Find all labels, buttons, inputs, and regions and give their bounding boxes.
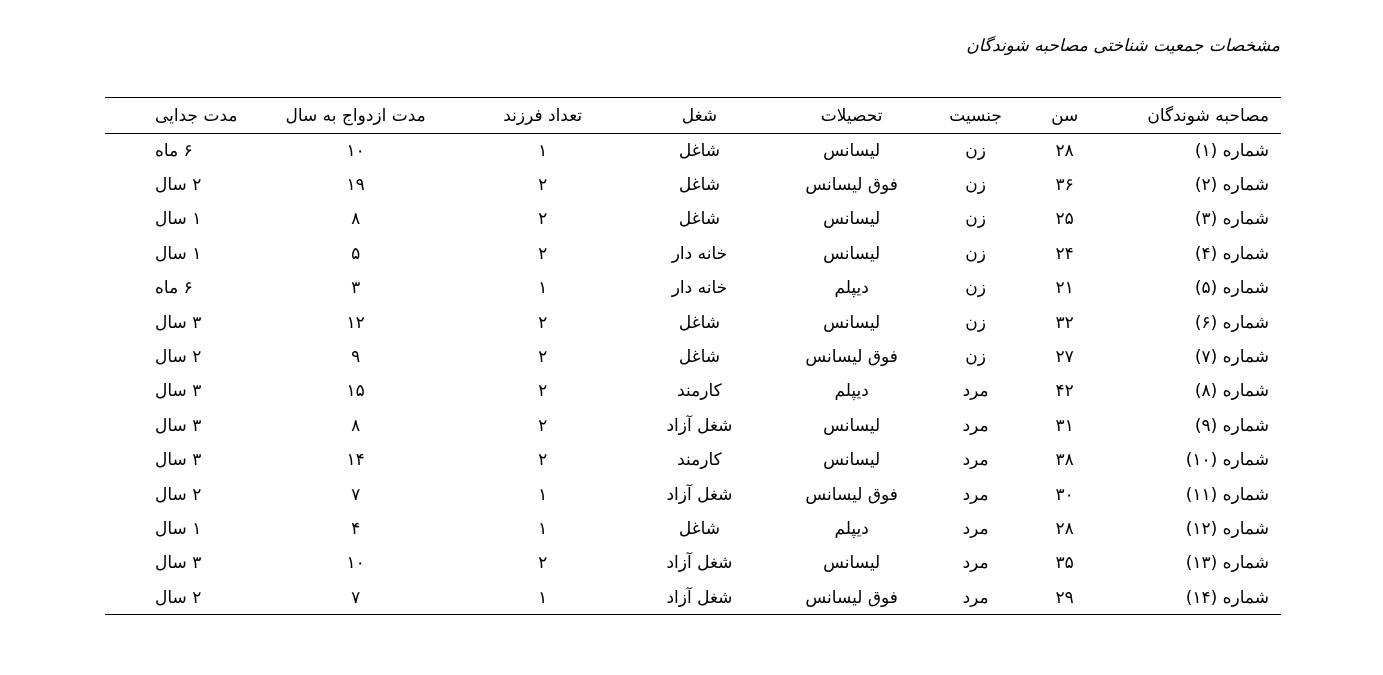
cell-separation-duration: ۳ سال	[155, 312, 202, 333]
cell-gender: زن	[965, 140, 986, 161]
cell-separation-duration: ۲ سال	[155, 484, 202, 505]
cell-education: فوق لیسانس	[805, 587, 898, 608]
header-occupation: شغل	[681, 105, 718, 126]
cell-interviewee: شماره (۸)	[1194, 381, 1269, 402]
cell-education: لیسانس	[823, 312, 881, 333]
cell-children-count: ۲	[538, 415, 548, 436]
cell-interviewee: شماره (۱۱)	[1185, 484, 1269, 505]
cell-occupation: شاغل	[678, 312, 721, 333]
cell-education: فوق لیسانس	[805, 175, 898, 196]
cell-children-count: ۱	[538, 518, 548, 539]
cell-gender: مرد	[962, 518, 989, 539]
cell-occupation: شاغل	[678, 140, 721, 161]
cell-age: ۲۹	[1055, 587, 1074, 608]
cell-marriage-duration: ۹	[351, 347, 361, 368]
table-row	[105, 546, 1281, 580]
cell-occupation: شغل آزاد	[666, 484, 733, 505]
cell-gender: زن	[965, 347, 986, 368]
cell-age: ۲۴	[1055, 243, 1074, 264]
table-row	[105, 305, 1281, 339]
cell-marriage-duration: ۸	[351, 415, 361, 436]
cell-marriage-duration: ۷	[351, 587, 361, 608]
cell-age: ۴۲	[1055, 381, 1074, 402]
cell-occupation: شاغل	[678, 175, 721, 196]
table-row	[105, 477, 1281, 511]
cell-children-count: ۲	[538, 450, 548, 471]
cell-separation-duration: ۱ سال	[155, 209, 202, 230]
table-row	[105, 409, 1281, 443]
table-row	[105, 581, 1281, 615]
header-row	[105, 98, 1281, 134]
cell-education: دیپلم	[834, 518, 869, 539]
table-row	[105, 134, 1281, 168]
cell-interviewee: شماره (۱۲)	[1185, 518, 1269, 539]
cell-separation-duration: ۶ ماه	[155, 140, 193, 161]
table-row	[105, 202, 1281, 236]
cell-interviewee: شماره (۴)	[1194, 243, 1269, 264]
cell-education: دیپلم	[834, 381, 869, 402]
cell-children-count: ۲	[538, 312, 548, 333]
cell-age: ۳۵	[1055, 553, 1074, 574]
table-row	[105, 443, 1281, 477]
cell-gender: زن	[965, 278, 986, 299]
cell-children-count: ۲	[538, 175, 548, 196]
cell-education: فوق لیسانس	[805, 347, 898, 368]
cell-children-count: ۲	[538, 209, 548, 230]
cell-marriage-duration: ۷	[351, 484, 361, 505]
cell-occupation: کارمند	[677, 381, 722, 402]
cell-marriage-duration: ۸	[351, 209, 361, 230]
cell-separation-duration: ۶ ماه	[155, 278, 193, 299]
table-row	[105, 374, 1281, 408]
cell-occupation: شغل آزاد	[666, 415, 733, 436]
cell-marriage-duration: ۴	[351, 518, 361, 539]
cell-children-count: ۲	[538, 553, 548, 574]
cell-marriage-duration: ۱۴	[346, 450, 365, 471]
cell-interviewee: شماره (۱)	[1194, 140, 1269, 161]
cell-children-count: ۲	[538, 347, 548, 368]
cell-gender: زن	[965, 243, 986, 264]
cell-occupation: شاغل	[678, 347, 721, 368]
cell-marriage-duration: ۱۰	[346, 140, 365, 161]
cell-marriage-duration: ۱۹	[346, 175, 365, 196]
header-children-count: تعداد فرزند	[503, 105, 583, 126]
cell-children-count: ۱	[538, 587, 548, 608]
cell-education: لیسانس	[823, 140, 881, 161]
header-interviewee: مصاحبه شوندگان	[1147, 105, 1269, 126]
cell-marriage-duration: ۵	[351, 243, 361, 264]
header-age: سن	[1051, 105, 1079, 126]
cell-children-count: ۱	[538, 140, 548, 161]
header-marriage-duration: مدت ازدواج به سال	[285, 105, 426, 126]
cell-interviewee: شماره (۷)	[1194, 347, 1269, 368]
cell-marriage-duration: ۱۵	[346, 381, 365, 402]
cell-children-count: ۱	[538, 484, 548, 505]
cell-gender: زن	[965, 175, 986, 196]
cell-education: لیسانس	[823, 243, 881, 264]
header-separation-duration: مدت جدایی	[155, 105, 238, 126]
table-row	[105, 237, 1281, 271]
cell-separation-duration: ۳ سال	[155, 553, 202, 574]
cell-age: ۳۸	[1055, 450, 1074, 471]
cell-education: لیسانس	[823, 450, 881, 471]
cell-interviewee: شماره (۲)	[1194, 175, 1269, 196]
cell-children-count: ۲	[538, 243, 548, 264]
cell-interviewee: شماره (۹)	[1194, 415, 1269, 436]
cell-occupation: شاغل	[678, 209, 721, 230]
cell-marriage-duration: ۱۰	[346, 553, 365, 574]
cell-separation-duration: ۲ سال	[155, 347, 202, 368]
cell-marriage-duration: ۱۲	[346, 312, 365, 333]
cell-children-count: ۱	[538, 278, 548, 299]
cell-separation-duration: ۳ سال	[155, 415, 202, 436]
header-gender: جنسیت	[949, 105, 1002, 126]
cell-separation-duration: ۳ سال	[155, 450, 202, 471]
cell-age: ۲۸	[1055, 140, 1074, 161]
table-caption: مشخصات جمعیت شناختی مصاحبه شوندگان	[966, 36, 1280, 56]
cell-interviewee: شماره (۳)	[1194, 209, 1269, 230]
cell-interviewee: شماره (۵)	[1194, 278, 1269, 299]
cell-gender: مرد	[962, 587, 989, 608]
cell-children-count: ۲	[538, 381, 548, 402]
cell-separation-duration: ۱ سال	[155, 518, 202, 539]
cell-gender: زن	[965, 312, 986, 333]
cell-gender: مرد	[962, 450, 989, 471]
cell-occupation: کارمند	[677, 450, 722, 471]
cell-age: ۲۱	[1055, 278, 1074, 299]
cell-education: لیسانس	[823, 415, 881, 436]
cell-age: ۲۵	[1055, 209, 1074, 230]
cell-education: دیپلم	[834, 278, 869, 299]
cell-interviewee: شماره (۱۳)	[1185, 553, 1269, 574]
cell-separation-duration: ۳ سال	[155, 381, 202, 402]
cell-age: ۳۶	[1055, 175, 1074, 196]
table-header	[105, 98, 1281, 134]
cell-occupation: شغل آزاد	[666, 553, 733, 574]
cell-age: ۳۱	[1055, 415, 1074, 436]
cell-interviewee: شماره (۶)	[1194, 312, 1269, 333]
cell-interviewee: شماره (۱۰)	[1185, 450, 1269, 471]
cell-separation-duration: ۲ سال	[155, 587, 202, 608]
table-body	[105, 134, 1281, 615]
cell-occupation: شغل آزاد	[666, 587, 733, 608]
cell-education: لیسانس	[823, 209, 881, 230]
cell-interviewee: شماره (۱۴)	[1185, 587, 1269, 608]
cell-occupation: شاغل	[678, 518, 721, 539]
cell-age: ۳۲	[1055, 312, 1074, 333]
cell-education: لیسانس	[823, 553, 881, 574]
cell-occupation: خانه دار	[671, 278, 728, 299]
table-row	[105, 340, 1281, 374]
cell-separation-duration: ۱ سال	[155, 243, 202, 264]
cell-age: ۳۰	[1055, 484, 1074, 505]
header-education: تحصیلات	[820, 105, 883, 126]
cell-separation-duration: ۲ سال	[155, 175, 202, 196]
cell-gender: مرد	[962, 381, 989, 402]
cell-gender: زن	[965, 209, 986, 230]
table-row	[105, 168, 1281, 202]
cell-marriage-duration: ۳	[351, 278, 361, 299]
cell-age: ۲۸	[1055, 518, 1074, 539]
cell-gender: مرد	[962, 415, 989, 436]
cell-occupation: خانه دار	[671, 243, 728, 264]
table-row	[105, 271, 1281, 305]
cell-gender: مرد	[962, 484, 989, 505]
cell-education: فوق لیسانس	[805, 484, 898, 505]
cell-gender: مرد	[962, 553, 989, 574]
table-row	[105, 512, 1281, 546]
cell-age: ۲۷	[1055, 347, 1074, 368]
demographics-table	[105, 97, 1281, 615]
